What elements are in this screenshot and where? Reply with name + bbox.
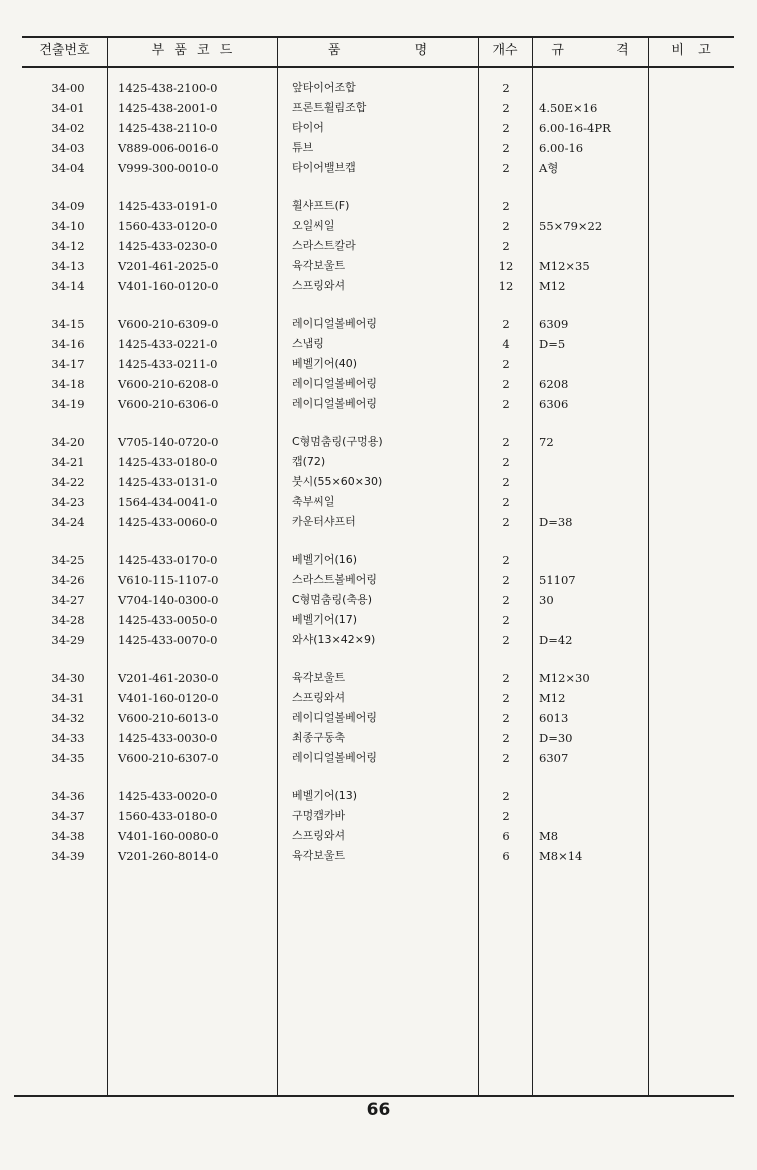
table-row bbox=[0, 590, 757, 610]
part-number: 34-39 bbox=[51, 849, 85, 863]
specification: D=5 bbox=[539, 337, 566, 351]
specification: 55×79×22 bbox=[539, 219, 603, 233]
part-code: V201-461-2025-0 bbox=[118, 259, 219, 273]
part-code: V600-210-6307-0 bbox=[118, 751, 219, 765]
header-code: 부 품 코 드 bbox=[151, 43, 233, 58]
header-bottom-rule bbox=[22, 66, 734, 68]
table-row bbox=[0, 610, 757, 630]
part-name: 붓시(55×60×30) bbox=[292, 475, 383, 488]
table-row bbox=[0, 236, 757, 256]
part-code: 1425-433-0050-0 bbox=[118, 613, 218, 627]
quantity: 2 bbox=[502, 515, 510, 529]
part-number: 34-26 bbox=[51, 573, 85, 587]
specification: D=42 bbox=[539, 633, 573, 647]
part-code: 1425-433-0070-0 bbox=[118, 633, 218, 647]
group-spacer bbox=[0, 296, 757, 314]
part-code: 1425-433-0060-0 bbox=[118, 515, 218, 529]
specification: 6.00-16 bbox=[539, 141, 584, 155]
part-code: 1425-433-0030-0 bbox=[118, 731, 218, 745]
part-name: 베벨기어(17) bbox=[292, 613, 358, 626]
group-spacer bbox=[0, 768, 757, 786]
part-code: 1425-433-0131-0 bbox=[118, 475, 218, 489]
part-number: 34-15 bbox=[51, 317, 85, 331]
part-number: 34-37 bbox=[51, 809, 85, 823]
part-code: 1564-434-0041-0 bbox=[118, 495, 218, 509]
part-name: 스프링와셔 bbox=[292, 829, 346, 842]
specification: 30 bbox=[539, 593, 554, 607]
part-name: 축부씨일 bbox=[292, 495, 335, 508]
part-code: V600-210-6013-0 bbox=[118, 711, 219, 725]
table-row bbox=[0, 846, 757, 866]
part-name: 육각보울트 bbox=[292, 259, 346, 272]
table-row bbox=[0, 472, 757, 492]
part-name: 베벨기어(16) bbox=[292, 553, 358, 566]
table-bottom-rule bbox=[14, 1095, 734, 1097]
table-row bbox=[0, 708, 757, 728]
quantity: 2 bbox=[502, 633, 510, 647]
part-number: 34-30 bbox=[51, 671, 85, 685]
quantity: 2 bbox=[502, 573, 510, 587]
part-number: 34-24 bbox=[51, 515, 85, 529]
table-row bbox=[0, 394, 757, 414]
part-code: 1425-433-0180-0 bbox=[118, 455, 218, 469]
table-row bbox=[0, 78, 757, 98]
part-code: V610-115-1107-0 bbox=[118, 573, 219, 587]
part-name: 최종구동축 bbox=[292, 731, 346, 744]
part-number: 34-04 bbox=[51, 161, 85, 175]
part-name: 와샤(13×42×9) bbox=[292, 633, 376, 646]
table-row bbox=[0, 374, 757, 394]
quantity: 2 bbox=[502, 671, 510, 685]
part-number: 34-03 bbox=[51, 141, 85, 155]
table-row bbox=[0, 550, 757, 570]
part-name: 베벨기어(13) bbox=[292, 789, 358, 802]
part-number: 34-29 bbox=[51, 633, 85, 647]
part-code: 1425-433-0020-0 bbox=[118, 789, 218, 803]
specification: 6309 bbox=[539, 317, 569, 331]
specification: M12×35 bbox=[539, 259, 590, 273]
part-code: 1425-433-0170-0 bbox=[118, 553, 218, 567]
part-name: 스프링와셔 bbox=[292, 279, 346, 292]
specification: D=30 bbox=[539, 731, 573, 745]
part-code: V401-160-0080-0 bbox=[118, 829, 219, 843]
quantity: 6 bbox=[502, 849, 510, 863]
quantity: 12 bbox=[498, 279, 514, 293]
table-row bbox=[0, 668, 757, 688]
part-code: V889-006-0016-0 bbox=[118, 141, 219, 155]
table-row bbox=[0, 216, 757, 236]
table-row bbox=[0, 432, 757, 452]
part-code: V600-210-6208-0 bbox=[118, 377, 219, 391]
quantity: 2 bbox=[502, 731, 510, 745]
part-name: C형멈춤링(축용) bbox=[292, 593, 373, 606]
part-number: 34-01 bbox=[51, 101, 85, 115]
part-code: V201-461-2030-0 bbox=[118, 671, 219, 685]
quantity: 6 bbox=[502, 829, 510, 843]
table-row bbox=[0, 786, 757, 806]
part-code: 1425-438-2110-0 bbox=[118, 121, 218, 135]
table-row bbox=[0, 452, 757, 472]
quantity: 2 bbox=[502, 455, 510, 469]
part-code: V600-210-6306-0 bbox=[118, 397, 219, 411]
part-number: 34-09 bbox=[51, 199, 85, 213]
table-row bbox=[0, 688, 757, 708]
table-row bbox=[0, 826, 757, 846]
table-row bbox=[0, 630, 757, 650]
header-name: 품 명 bbox=[327, 43, 428, 58]
specification: M12 bbox=[539, 279, 566, 293]
part-code: 1425-433-0230-0 bbox=[118, 239, 218, 253]
quantity: 2 bbox=[502, 751, 510, 765]
quantity: 2 bbox=[502, 613, 510, 627]
part-number: 34-12 bbox=[51, 239, 85, 253]
header-qty: 개수 bbox=[492, 43, 518, 58]
part-name: C형멈춤링(구멍용) bbox=[292, 435, 383, 448]
group-spacer bbox=[0, 650, 757, 668]
part-name: 카운터샤프터 bbox=[292, 515, 356, 528]
part-number: 34-17 bbox=[51, 357, 85, 371]
table-row bbox=[0, 492, 757, 512]
part-name: 스냅링 bbox=[292, 337, 324, 350]
part-number: 34-00 bbox=[51, 81, 85, 95]
part-code: 1425-433-0221-0 bbox=[118, 337, 218, 351]
quantity: 2 bbox=[502, 101, 510, 115]
header-note: 비 고 bbox=[671, 43, 711, 58]
part-name: 타이어밸브캡 bbox=[292, 161, 356, 174]
part-code: V401-160-0120-0 bbox=[118, 691, 219, 705]
part-number: 34-21 bbox=[51, 455, 85, 469]
header-no: 견출번호 bbox=[39, 43, 90, 58]
part-code: 1425-433-0191-0 bbox=[118, 199, 218, 213]
part-number: 34-10 bbox=[51, 219, 85, 233]
part-number: 34-20 bbox=[51, 435, 85, 449]
specification: D=38 bbox=[539, 515, 573, 529]
quantity: 2 bbox=[502, 397, 510, 411]
part-number: 34-14 bbox=[51, 279, 85, 293]
specification: 6013 bbox=[539, 711, 569, 725]
page-number: 66 bbox=[366, 1100, 391, 1120]
part-name: 육각보울트 bbox=[292, 849, 346, 862]
quantity: 2 bbox=[502, 219, 510, 233]
part-number: 34-28 bbox=[51, 613, 85, 627]
specification: 6.00-16-4PR bbox=[539, 121, 611, 135]
part-number: 34-38 bbox=[51, 829, 85, 843]
quantity: 2 bbox=[502, 121, 510, 135]
part-code: V201-260-8014-0 bbox=[118, 849, 219, 863]
part-code: 1425-438-2100-0 bbox=[118, 81, 218, 95]
specification: 6306 bbox=[539, 397, 569, 411]
quantity: 2 bbox=[502, 81, 510, 95]
part-name: 스라스트칼라 bbox=[292, 239, 356, 252]
part-name: 스라스트볼베어링 bbox=[292, 573, 378, 586]
table-row bbox=[0, 158, 757, 178]
part-number: 34-13 bbox=[51, 259, 85, 273]
quantity: 2 bbox=[502, 435, 510, 449]
part-name: 오일씨일 bbox=[292, 219, 335, 232]
quantity: 12 bbox=[498, 259, 514, 273]
part-name: 스프링와셔 bbox=[292, 691, 346, 704]
quantity: 2 bbox=[502, 691, 510, 705]
specification: M8×14 bbox=[539, 849, 583, 863]
table-row bbox=[0, 314, 757, 334]
part-name: 구멍캡카바 bbox=[292, 809, 346, 822]
specification: 6307 bbox=[539, 751, 569, 765]
table-row bbox=[0, 354, 757, 374]
part-number: 34-32 bbox=[51, 711, 85, 725]
quantity: 4 bbox=[502, 337, 510, 351]
quantity: 2 bbox=[502, 141, 510, 155]
specification: 51107 bbox=[539, 573, 576, 587]
part-name: 휠샤프트(F) bbox=[292, 199, 350, 212]
part-number: 34-18 bbox=[51, 377, 85, 391]
part-number: 34-22 bbox=[51, 475, 85, 489]
quantity: 2 bbox=[502, 789, 510, 803]
part-number: 34-31 bbox=[51, 691, 85, 705]
table-row bbox=[0, 256, 757, 276]
header-spec: 규 격 bbox=[551, 43, 629, 58]
quantity: 2 bbox=[502, 239, 510, 253]
table-row bbox=[0, 98, 757, 118]
part-code: V600-210-6309-0 bbox=[118, 317, 219, 331]
part-code: 1560-433-0120-0 bbox=[118, 219, 218, 233]
part-name: 육각보울트 bbox=[292, 671, 346, 684]
table-row bbox=[0, 118, 757, 138]
part-name: 레이디얼볼베어링 bbox=[292, 317, 378, 330]
quantity: 2 bbox=[502, 317, 510, 331]
part-name: 레이디얼볼베어링 bbox=[292, 711, 378, 724]
quantity: 2 bbox=[502, 161, 510, 175]
parts-table-body bbox=[0, 78, 757, 866]
quantity: 2 bbox=[502, 553, 510, 567]
part-name: 타이어 bbox=[292, 121, 324, 134]
part-number: 34-35 bbox=[51, 751, 85, 765]
quantity: 2 bbox=[502, 495, 510, 509]
quantity: 2 bbox=[502, 377, 510, 391]
part-code: 1425-438-2001-0 bbox=[118, 101, 218, 115]
part-name: 레이디얼볼베어링 bbox=[292, 377, 378, 390]
quantity: 2 bbox=[502, 357, 510, 371]
part-code: 1425-433-0211-0 bbox=[118, 357, 218, 371]
table-row bbox=[0, 806, 757, 826]
part-name: 캡(72) bbox=[292, 455, 326, 468]
part-name: 베벨기어(40) bbox=[292, 357, 358, 370]
specification: M8 bbox=[539, 829, 559, 843]
table-row bbox=[0, 728, 757, 748]
specification: 72 bbox=[539, 435, 554, 449]
specification: M12 bbox=[539, 691, 566, 705]
part-code: V401-160-0120-0 bbox=[118, 279, 219, 293]
part-name: 튜브 bbox=[292, 141, 314, 154]
specification: 4.50E×16 bbox=[539, 101, 598, 115]
part-code: V999-300-0010-0 bbox=[118, 161, 219, 175]
group-spacer bbox=[0, 178, 757, 196]
table-row bbox=[0, 196, 757, 216]
quantity: 2 bbox=[502, 199, 510, 213]
table-row bbox=[0, 276, 757, 296]
part-code: 1560-433-0180-0 bbox=[118, 809, 218, 823]
part-name: 레이디얼볼베어링 bbox=[292, 751, 378, 764]
table-row bbox=[0, 570, 757, 590]
quantity: 2 bbox=[502, 711, 510, 725]
table-row bbox=[0, 512, 757, 532]
part-number: 34-19 bbox=[51, 397, 85, 411]
part-number: 34-16 bbox=[51, 337, 85, 351]
part-number: 34-02 bbox=[51, 121, 85, 135]
specification: M12×30 bbox=[539, 671, 590, 685]
part-code: V704-140-0300-0 bbox=[118, 593, 219, 607]
quantity: 2 bbox=[502, 809, 510, 823]
quantity: 2 bbox=[502, 475, 510, 489]
table-row bbox=[0, 748, 757, 768]
specification: 6208 bbox=[539, 377, 569, 391]
group-spacer bbox=[0, 532, 757, 550]
part-number: 34-33 bbox=[51, 731, 85, 745]
part-number: 34-27 bbox=[51, 593, 85, 607]
part-code: V705-140-0720-0 bbox=[118, 435, 219, 449]
group-spacer bbox=[0, 414, 757, 432]
part-number: 34-36 bbox=[51, 789, 85, 803]
table-row bbox=[0, 334, 757, 354]
part-name: 프론트휠림조합 bbox=[292, 101, 367, 114]
table-row bbox=[0, 138, 757, 158]
part-name: 앞타이어조합 bbox=[292, 81, 356, 94]
part-number: 34-23 bbox=[51, 495, 85, 509]
part-name: 레이디얼볼베어링 bbox=[292, 397, 378, 410]
part-number: 34-25 bbox=[51, 553, 85, 567]
specification: A형 bbox=[539, 161, 559, 175]
quantity: 2 bbox=[502, 593, 510, 607]
